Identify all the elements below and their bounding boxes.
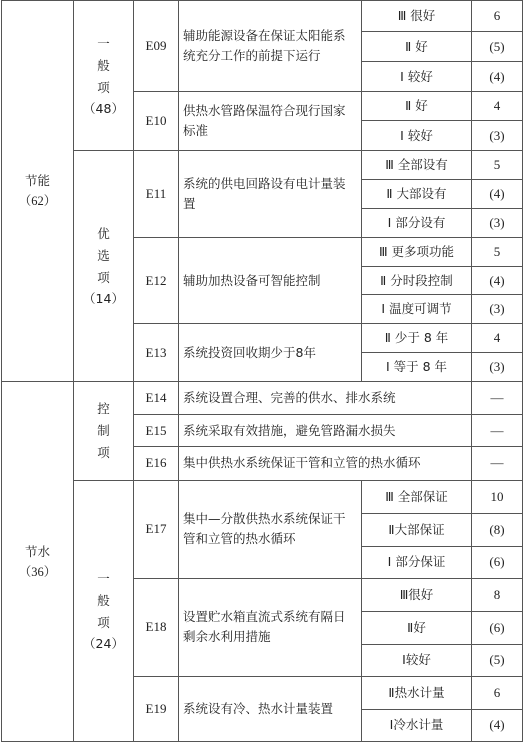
level-score: 6	[472, 676, 523, 709]
level-label: Ⅱ 好	[362, 92, 472, 121]
level-label: Ⅱ 少于 8 年	[362, 324, 472, 353]
evaluation-table	[1, 0, 523, 742]
subgroup-score: （48）	[83, 100, 124, 116]
level-label: Ⅰ 较好	[362, 121, 472, 151]
item-code: E15	[134, 415, 179, 447]
level-score: 6	[472, 1, 523, 32]
level-label: Ⅰ冷水计量	[362, 709, 472, 741]
level-label: Ⅱ 大部设有	[362, 180, 472, 209]
subgroup-name: 一般项	[97, 570, 110, 630]
item-code: E14	[134, 382, 179, 415]
item-description: 辅助能源设备在保证太阳能系统充分工作的前提下运行	[179, 1, 362, 92]
level-score: (3)	[472, 295, 523, 324]
level-label: Ⅲ很好	[362, 578, 472, 611]
table-row	[2, 382, 523, 415]
subgroup-cell	[74, 382, 134, 480]
level-score: 8	[472, 578, 523, 611]
level-score: 5	[472, 151, 523, 180]
subgroup-score: （24）	[83, 635, 124, 651]
category-cell	[2, 1, 74, 382]
level-label: Ⅰ 部分设有	[362, 209, 472, 238]
item-description: 系统采取有效措施，避免管路漏水损失	[179, 415, 472, 447]
item-code: E19	[134, 676, 179, 741]
level-score: (6)	[472, 546, 523, 578]
item-description: 系统设置合理、完善的供水、排水系统	[179, 382, 472, 415]
item-description: 供热水管路保温符合现行国家标准	[179, 92, 362, 151]
item-description: 集中—分散供热水系统保证干管和立管的热水循环	[179, 480, 362, 578]
level-score: 4	[472, 92, 523, 121]
category-cell	[2, 382, 74, 742]
level-label: Ⅲ 全部设有	[362, 151, 472, 180]
item-description: 系统的供电回路设有电计量装置	[179, 151, 362, 238]
subgroup-cell	[74, 151, 134, 382]
item-description: 系统投资回收期少于8年	[179, 324, 362, 382]
level-score: (8)	[472, 513, 523, 546]
subgroup-cell	[74, 480, 134, 742]
level-score: (3)	[472, 353, 523, 382]
level-score: (4)	[472, 180, 523, 209]
category-name: 节能	[24, 173, 50, 189]
level-label: Ⅰ较好	[362, 644, 472, 676]
item-code: E13	[134, 324, 179, 382]
level-score: 4	[472, 324, 523, 353]
subgroup-name: 优选项	[97, 226, 110, 286]
table-row	[2, 151, 523, 180]
table-row	[2, 480, 523, 513]
item-description: 集中供热水系统保证干管和立管的热水循环	[179, 447, 472, 480]
level-label: Ⅰ 温度可调节	[362, 295, 472, 324]
item-description: 设置贮水箱直流式系统有隔日剩余水利用措施	[179, 578, 362, 676]
level-score: (4)	[472, 267, 523, 295]
category-score: （62）	[18, 194, 57, 209]
level-score: (3)	[472, 209, 523, 238]
level-score: (5)	[472, 644, 523, 676]
item-code: E10	[134, 92, 179, 151]
item-description: 系统设有冷、热水计量装置	[179, 676, 362, 741]
item-code: E16	[134, 447, 179, 480]
item-score: —	[472, 415, 523, 447]
level-score: (6)	[472, 611, 523, 644]
level-score: (5)	[472, 32, 523, 62]
level-label: Ⅱ热水计量	[362, 676, 472, 709]
level-label: Ⅱ 分时段控制	[362, 267, 472, 295]
level-label: Ⅰ 部分保证	[362, 546, 472, 578]
level-label: Ⅰ 等于 8 年	[362, 353, 472, 382]
category-name: 节水	[24, 543, 50, 559]
level-label: Ⅲ 更多项功能	[362, 238, 472, 267]
level-label: Ⅱ大部保证	[362, 513, 472, 546]
item-score: —	[472, 382, 523, 415]
item-code: E18	[134, 578, 179, 676]
level-score: (4)	[472, 709, 523, 741]
level-score: (3)	[472, 121, 523, 151]
level-score: 10	[472, 480, 523, 513]
item-score: —	[472, 447, 523, 480]
item-description: 辅助加热设备可智能控制	[179, 238, 362, 324]
subgroup-name: 一般项	[97, 35, 110, 95]
level-label: Ⅲ 很好	[362, 1, 472, 32]
subgroup-cell	[74, 1, 134, 151]
level-label: Ⅱ好	[362, 611, 472, 644]
level-label: Ⅲ 全部保证	[362, 480, 472, 513]
item-code: E09	[134, 1, 179, 92]
table-row	[2, 1, 523, 32]
subgroup-name: 控制项	[97, 400, 110, 460]
item-code: E11	[134, 151, 179, 238]
level-score: (4)	[472, 62, 523, 92]
level-label: Ⅰ 较好	[362, 62, 472, 92]
item-code: E12	[134, 238, 179, 324]
subgroup-score: （14）	[83, 291, 124, 307]
item-code: E17	[134, 480, 179, 578]
category-score: （36）	[18, 564, 57, 579]
level-score: 5	[472, 238, 523, 267]
level-label: Ⅱ 好	[362, 32, 472, 62]
